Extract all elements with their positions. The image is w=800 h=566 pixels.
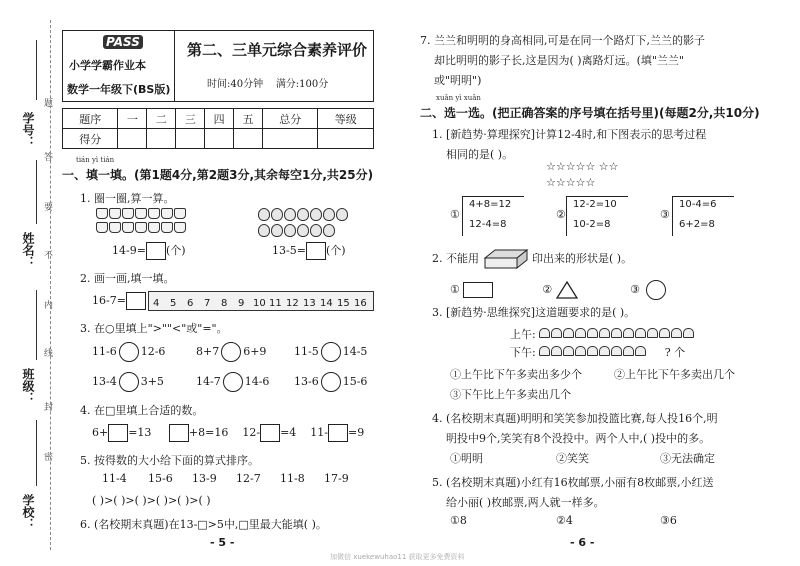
page-number-right: - 6 - <box>570 536 595 549</box>
fill-line <box>36 290 37 360</box>
compare-circle[interactable] <box>223 372 243 392</box>
ruler-tick: 4 <box>153 298 160 309</box>
triangle-icon <box>556 281 578 299</box>
score-cell: 三 <box>176 109 205 129</box>
seal-char: 线 <box>44 349 54 359</box>
question-7-line1: 7. 兰兰和明明的身高相同,可是在同一个路灯下,兰兰的影子 <box>420 34 705 47</box>
score-cell: 得分 <box>63 129 118 149</box>
pinyin: tián yì tián <box>76 156 115 164</box>
ruler-tick: 16 <box>354 298 367 309</box>
pass-logo: PASS <box>103 35 143 49</box>
ruler-tick: 8 <box>221 298 228 309</box>
r-q4-option[interactable]: ②笑笑 <box>556 452 589 465</box>
q4-items: 6+ =13 +8=16 12- =4 11- =9 <box>92 424 364 442</box>
compare-circle[interactable] <box>119 342 139 362</box>
number-ruler <box>148 291 374 311</box>
answer-box[interactable] <box>146 242 166 260</box>
score-input-cell[interactable] <box>147 129 176 149</box>
q3-row1-b: 8+7 6+9 <box>196 342 266 362</box>
score-input-cell[interactable] <box>234 129 263 149</box>
score-cell: 一 <box>118 109 147 129</box>
seal-char: 要 <box>44 203 54 213</box>
r-question-3: 3. [新趋势·思维探究]这道题要求的是( )。 <box>432 306 636 319</box>
answer-box[interactable] <box>260 424 280 442</box>
afternoon-row: 下午: ? 个 <box>510 346 686 359</box>
q3-row1-a: 11-6 12-6 <box>92 342 165 362</box>
q3-row2-c: 13-6 15-6 <box>294 372 367 392</box>
r-q5-option[interactable]: ①8 <box>450 514 467 527</box>
q1b-expr: 13-5= <box>272 244 306 257</box>
r-q4-option[interactable]: ③无法确定 <box>660 452 715 465</box>
bucket-group <box>96 208 187 236</box>
apple-group <box>258 208 349 240</box>
compare-circle[interactable] <box>119 372 139 392</box>
score-header-row <box>63 109 374 129</box>
question-3: 3. 在○里填上">""<"或"="。 <box>80 322 228 335</box>
stars-row-1: ☆☆☆☆☆ ☆☆ <box>546 160 619 173</box>
r-question-4-line2: 明投中9个,笑笑有8个没投中。两个人中,( )投中的多。 <box>446 432 711 445</box>
question-2: 2. 画一画,填一填。 <box>80 272 175 285</box>
footer-watermark: 加微信 xuekewuhao11 获取更多免费资料 <box>330 553 465 561</box>
ruler-tick: 15 <box>337 298 350 309</box>
full-score-label: 满分:100分 <box>275 79 329 90</box>
score-input-cell[interactable] <box>118 129 147 149</box>
q1b <box>272 242 346 260</box>
header-box <box>62 30 374 102</box>
r-question-5-line2: 给小丽( )枚邮票,两人就一样多。 <box>446 496 605 509</box>
ruler-tick: 10 <box>253 298 266 309</box>
option-marker[interactable]: ② <box>542 283 553 296</box>
q3-row2-b: 14-7 14-6 <box>196 372 269 392</box>
option-marker[interactable]: ① <box>450 283 460 296</box>
section-title-1: 一、填一填。(第1题4分,第2题3分,其余每空1分,共25分) <box>62 168 374 182</box>
option-1-equations: 4+8=12 12-4=8 <box>462 196 524 236</box>
score-cell: 五 <box>234 109 263 129</box>
student-id-label: 学号： <box>21 112 35 148</box>
brand-name: 小学学霸作业本 <box>69 59 146 72</box>
ruler-tick: 11 <box>269 298 282 309</box>
answer-box[interactable] <box>126 292 146 310</box>
seal-char: 封 <box>44 403 54 413</box>
ruler-tick: 5 <box>170 298 177 309</box>
r-q3-option-3[interactable]: ③下午比上午多卖出几个 <box>450 388 571 401</box>
score-cell: 四 <box>205 109 234 129</box>
fill-line <box>36 40 37 100</box>
score-table <box>62 108 374 149</box>
r-q2-options <box>450 280 668 300</box>
q1a <box>112 242 186 260</box>
section-title-2: 二、选一选。(把正确答案的序号填在括号里)(每题2分,共10分) <box>420 106 760 120</box>
r-question-5-line1: 5. (名校期末真题)小红有16枚邮票,小丽有8枚邮票,小红送 <box>432 476 714 489</box>
binding-strip <box>0 0 52 566</box>
time-label: 时间:40分钟 <box>207 79 264 90</box>
compare-circle[interactable] <box>321 372 341 392</box>
score-input-cell[interactable] <box>263 129 318 149</box>
q3-row1-c: 11-5 14-5 <box>294 342 367 362</box>
option-marker[interactable]: ③ <box>630 283 641 296</box>
seal-char: 答 <box>44 153 54 163</box>
stars-row-2: ☆☆☆☆☆ <box>546 176 596 189</box>
answer-box[interactable] <box>328 424 348 442</box>
option-3-equations: 10-4=6 6+2=8 <box>672 196 734 236</box>
question-7-line3: 或"明明") <box>434 74 482 87</box>
score-input-cell[interactable] <box>205 129 234 149</box>
ruler-tick: 9 <box>238 298 245 309</box>
grade-label: 数学一年级下(BS版) <box>67 83 171 96</box>
cut-line <box>50 20 51 550</box>
name-label: 姓名： <box>21 232 35 268</box>
option-marker[interactable]: ③ <box>660 208 670 221</box>
question-1: 1. 圈一圈,算一算。 <box>80 192 175 205</box>
exam-meta <box>207 75 328 90</box>
question-5: 5. 按得数的大小给下面的算式排序。 <box>80 454 259 467</box>
circle-icon <box>646 280 666 300</box>
score-cell: 等级 <box>318 109 374 129</box>
seal-char: 内 <box>44 301 54 311</box>
unit: (个) <box>165 244 186 257</box>
option-2-equations: 12-2=10 10-2=8 <box>566 196 628 236</box>
header-left <box>63 31 175 101</box>
answer-box[interactable] <box>169 424 189 442</box>
score-input-cell[interactable] <box>176 129 205 149</box>
r-q3-option-2[interactable]: ②上午比下午多卖出几个 <box>614 368 735 381</box>
class-label: 班级： <box>21 368 35 404</box>
r-question-4-line1: 4. (名校期末真题)明明和笑笑参加投篮比赛,每人投16个,明 <box>432 412 718 425</box>
q1a-expr: 14-9= <box>112 244 146 257</box>
question-7-line2: 却比明明的影子长,这是因为( )离路灯远。(填"兰兰" <box>434 54 684 67</box>
answer-box[interactable] <box>108 424 128 442</box>
r-question-2: 2. 不能用 印出来的形状是( )。 <box>432 248 632 270</box>
unit: (个) <box>325 244 346 257</box>
q5-item: 11-4 <box>102 472 127 485</box>
morning-row: 上午: <box>510 326 695 342</box>
score-cell: 题序 <box>63 109 118 129</box>
ruler-tick: 14 <box>320 298 333 309</box>
school-label: 学校： <box>21 494 35 530</box>
ruler-tick: 12 <box>286 298 299 309</box>
q2 <box>92 292 146 310</box>
score-cell: 二 <box>147 109 176 129</box>
rectangle-icon <box>463 282 493 298</box>
answer-box[interactable] <box>306 242 326 260</box>
option-marker[interactable]: ① <box>450 208 460 221</box>
r-question-1b: 相同的是( )。 <box>446 148 514 161</box>
page-title: 第二、三单元综合素养评价 <box>187 41 368 59</box>
q5-item: 15-6 <box>148 472 173 485</box>
page-number-left: - 5 - <box>210 536 235 549</box>
pinyin: xuǎn yì xuǎn <box>436 94 481 102</box>
score-input-cell[interactable] <box>318 129 374 149</box>
q5-blanks[interactable]: ( )>( )>( )>( )>( )>( ) <box>92 494 211 507</box>
q5-item: 17-9 <box>324 472 349 485</box>
q5-item: 13-9 <box>192 472 217 485</box>
question-4: 4. 在□里填上合适的数。 <box>80 404 204 417</box>
ruler-tick: 6 <box>187 298 194 309</box>
seal-char: 密 <box>44 453 54 463</box>
compare-circle[interactable] <box>221 342 241 362</box>
fill-line <box>36 420 37 486</box>
r-q3-option-1[interactable]: ①上午比下午多卖出多少个 <box>450 368 582 381</box>
seal-char: 题 <box>44 99 54 109</box>
r-q4-option[interactable]: ①明明 <box>450 452 483 465</box>
q2-expr: 16-7= <box>92 294 126 307</box>
q5-item: 12-7 <box>236 472 261 485</box>
fill-line <box>36 160 37 224</box>
ruler-tick: 13 <box>303 298 316 309</box>
r-q5-option[interactable]: ③6 <box>660 514 677 527</box>
q5-item: 11-8 <box>280 472 305 485</box>
score-value-row <box>63 129 374 149</box>
seal-char: 不 <box>44 251 54 261</box>
question-6: 6. (名校期末真题)在13-□>5中,□里最大能填( )。 <box>80 518 327 531</box>
prism-icon <box>483 248 529 270</box>
ruler-tick: 7 <box>204 298 211 309</box>
score-cell: 总分 <box>263 109 318 129</box>
r-q5-option[interactable]: ②4 <box>556 514 573 527</box>
compare-circle[interactable] <box>321 342 341 362</box>
q3-row2-a: 13-4 3+5 <box>92 372 164 392</box>
option-marker[interactable]: ② <box>556 208 566 221</box>
r-question-1: 1. [新趋势·算理探究]计算12-4时,和下图表示的思考过程 <box>432 128 707 141</box>
